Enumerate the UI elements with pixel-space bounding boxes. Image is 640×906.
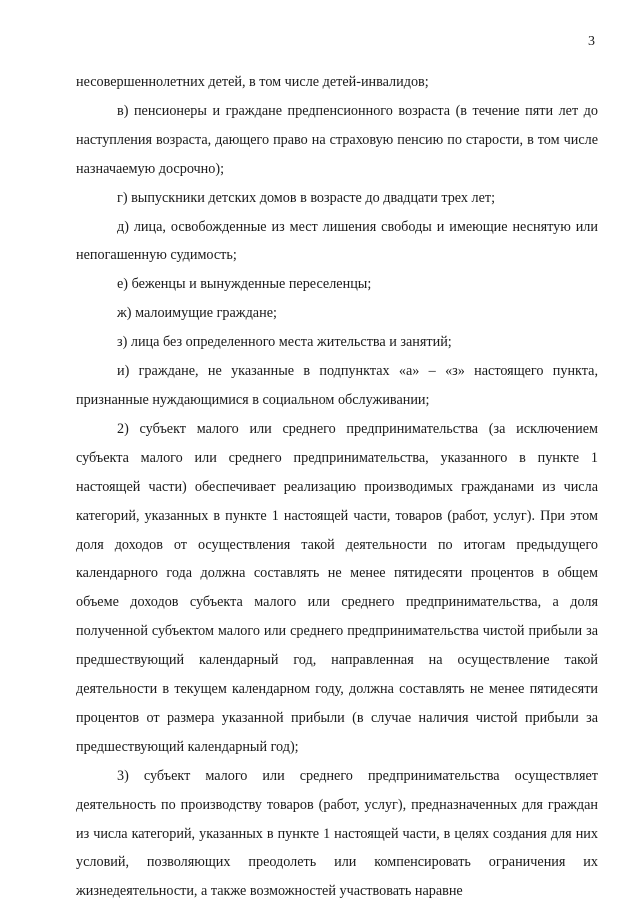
paragraph: е) беженцы и вынужденные переселенцы;	[117, 276, 372, 293]
paragraph: г) выпускники детских домов в возрасте до двадцати трех лет;	[117, 189, 496, 206]
paragraph: в) пенсионеры и граждане предпенсионного возраста (в течение пяти лет до наступления возраста, дающего право на страховую пенсию по старости, в том числе назначаемую досрочно);	[76, 102, 598, 177]
paragraph: з) лица без определенного места жительства и занятий;	[117, 334, 452, 351]
paragraph: 3) субъект малого или среднего предпринимательства осуществляет деятельность по производству товаров (работ, услуг), предназначенных для граждан из числа категорий, указанных в пункте 1 настоящей части, в целях создания для них условий, позволяющих преодолеть или компенсировать ограничения их жизнедеятельности, а также возможностей участвовать наравне	[76, 767, 598, 900]
paragraph: несовершеннолетних детей, в том числе детей-инвалидов;	[76, 74, 429, 90]
paragraph: ж) малоимущие граждане;	[117, 305, 277, 322]
paragraph: д) лица, освобожденные из мест лишения свободы и имеющие неснятую или непогашенную судимость;	[76, 218, 598, 264]
page-number: 3	[588, 34, 595, 49]
paragraph: и) граждане, не указанные в подпунктах «а» – «з» настоящего пункта, признанные нуждающимися в социальном обслуживании;	[76, 363, 598, 408]
paragraph: 2) субъект малого или среднего предпринимательства (за исключением субъекта малого или среднего предпринимательства, указанного в пункте 1 настоящей части) обеспечивает реализацию производимых гражданами из числа категорий, указанных в пункте 1 настоящей части, товаров (работ, услуг). При этом доля доходов от осуществления такой деятельности по итогам предыдущего календарного года должна составлять не менее пятидесяти процентов в общем объеме доходов субъекта малого или среднего предпринимательства, а доля полученной субъектом малого или среднего предпринимательства чистой прибыли за предшествующий календарный год, направленная на осуществление такой деятельности в текущем календарном году, должна составлять не менее пятидесяти процентов от размера указанной прибыли (в случае наличия чистой прибыли за предшествующий календарный год);	[76, 420, 598, 755]
document-body	[76, 68, 598, 906]
